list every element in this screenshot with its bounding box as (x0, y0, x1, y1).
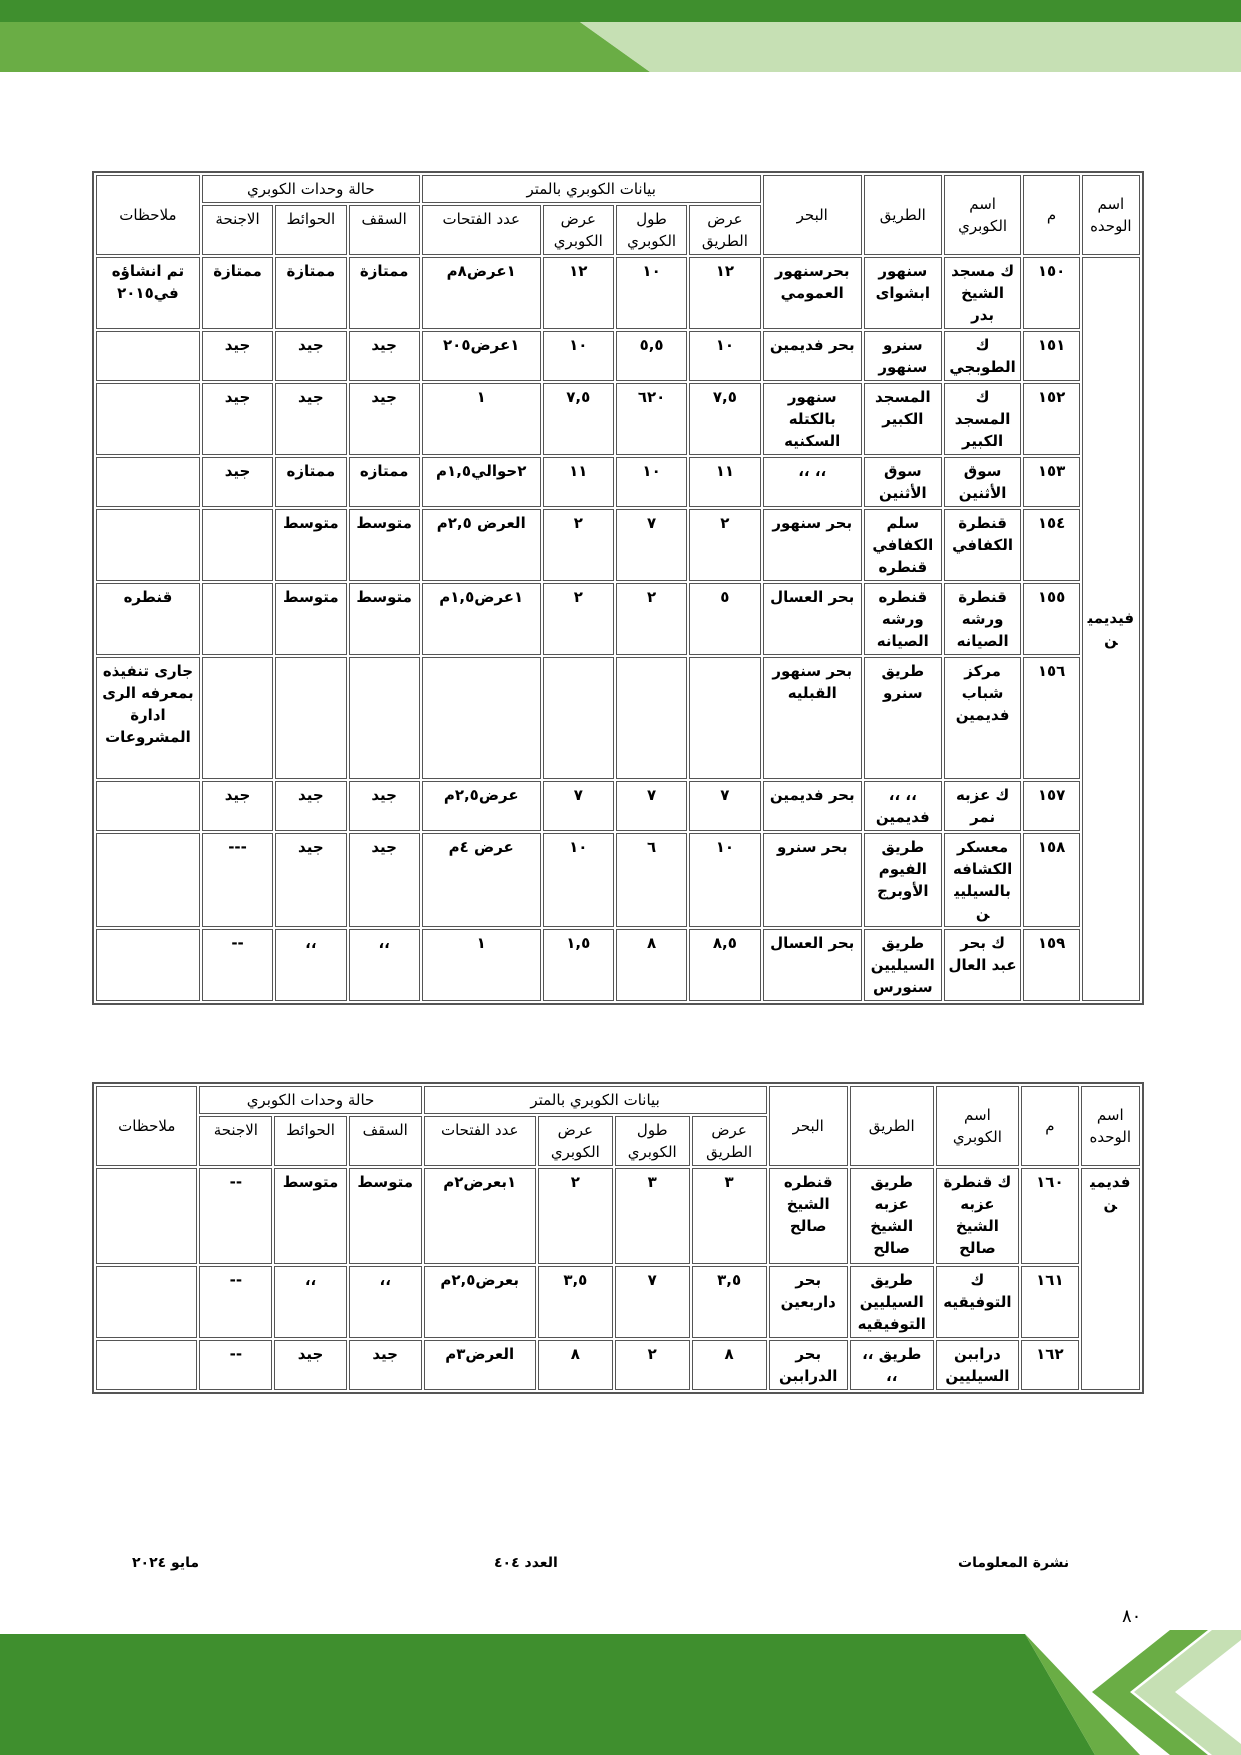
header-road-width: عرض الطريق (692, 1116, 767, 1166)
row-number: ١٥٩ (1023, 929, 1079, 1001)
road: طريق الفيوم الأوبرج (864, 833, 942, 927)
road: سلم الكفافي قنطره (864, 509, 942, 581)
walls-state: ممتازة (275, 257, 346, 329)
header-walls: الحوائط (275, 205, 346, 255)
footer-publication: نشرة المعلومات (958, 1555, 1070, 1571)
header-ceiling: السقف (349, 205, 420, 255)
bridge-name: ك الطوبجي (944, 331, 1022, 381)
row-number: ١٥١ (1023, 331, 1079, 381)
wings-state: ممتازة (202, 257, 273, 329)
road-width: ٥ (689, 583, 760, 655)
bottom-footer-band (0, 1630, 1241, 1755)
table-row (96, 929, 1140, 1001)
road: طريق السيليين التوفيقيه (850, 1266, 934, 1338)
sea: بحر داربعين (769, 1266, 848, 1338)
row-number: ١٥٦ (1023, 657, 1079, 779)
wings-state: جيد (202, 781, 273, 831)
road: طريق سنرو (864, 657, 942, 779)
bridge-width: ٢ (543, 509, 614, 581)
header-bridge-length: طول الكوبري (615, 1116, 690, 1166)
table-row (96, 781, 1140, 831)
bridge-width: ٣,٥ (538, 1266, 613, 1338)
road-width: ٣ (692, 1168, 767, 1264)
road-width: ١١ (689, 457, 760, 507)
walls-state: متوسط (275, 583, 346, 655)
road-width: ٨ (692, 1340, 767, 1390)
table-row (96, 657, 1140, 779)
row-number: ١٦٠ (1021, 1168, 1078, 1264)
bridge-name: دراببن السيليين (936, 1340, 1020, 1390)
unit-name-cell: فيديمين (1082, 257, 1140, 1001)
sea: بحر فديمين (763, 781, 862, 831)
row-number: ١٥٠ (1023, 257, 1079, 329)
road: قنطره ورشه الصيانه (864, 583, 942, 655)
notes (96, 781, 200, 831)
header-number: م (1023, 175, 1079, 255)
notes (96, 457, 200, 507)
ceiling-state: جيد (349, 383, 420, 455)
walls-state: ،، (275, 929, 346, 1001)
header-bridge-length: طول الكوبري (616, 205, 687, 255)
notes (96, 383, 200, 455)
bridge-width: ١٠ (543, 331, 614, 381)
bridge-name: قنطرة ورشه الصيانه (944, 583, 1022, 655)
road: سنرو سنهور (864, 331, 942, 381)
wings-state: جيد (202, 331, 273, 381)
openings: عرض٢,٥م (422, 781, 541, 831)
bridge-width: ١٠ (543, 833, 614, 927)
ceiling-state: جيد (349, 331, 420, 381)
bridge-length: ٢ (616, 583, 687, 655)
bridge-width: ٧,٥ (543, 383, 614, 455)
sea: بحر العسال (763, 583, 862, 655)
footer-date: مايو ٢٠٢٤ (132, 1555, 200, 1571)
header-bridge-data-group: بيانات الكوبري بالمتر (422, 175, 761, 203)
sea: بحر العسال (763, 929, 862, 1001)
ceiling-state: جيد (349, 1340, 422, 1390)
ceiling-state: متوسط (349, 583, 420, 655)
openings: العرض ٢,٥م (422, 509, 541, 581)
footer-issue: العدد ٤٠٤ (494, 1555, 558, 1571)
sea: بحر فديمين (763, 331, 862, 381)
row-number: ١٦٢ (1021, 1340, 1078, 1390)
header-sea: البحر (769, 1086, 848, 1166)
openings: العرض٣م (424, 1340, 536, 1390)
table-row (96, 457, 1140, 507)
wings-state: -- (199, 1266, 272, 1338)
walls-state: ،، (274, 1266, 347, 1338)
table-row (96, 1340, 1140, 1390)
header-notes: ملاحظات (96, 1086, 197, 1166)
walls-state: جيد (275, 331, 346, 381)
road-width: ١٢ (689, 257, 760, 329)
openings: عرض ٤م (422, 833, 541, 927)
ceiling-state: جيد (349, 833, 420, 927)
bridge-name: قنطرة الكفافي (944, 509, 1022, 581)
header-bridge-data-group: بيانات الكوبري بالمتر (424, 1086, 767, 1114)
header-unit-name: اسم الوحده (1082, 175, 1140, 255)
bridge-name: ك قنطرة عزبه الشيخ صالح (936, 1168, 1020, 1264)
openings: ١ (422, 929, 541, 1001)
row-number: ١٥٤ (1023, 509, 1079, 581)
table-row (96, 1168, 1140, 1264)
openings: ١عرض٨م (422, 257, 541, 329)
bridge-width: ١٢ (543, 257, 614, 329)
road: طريق ،، ،، (850, 1340, 934, 1390)
header-bridge-state-group: حالة وحدات الكوبري (199, 1086, 421, 1114)
header-road: الطريق (850, 1086, 934, 1166)
bridge-width: ٧ (543, 781, 614, 831)
bridge-name: معسكر الكشافه بالسيليين (944, 833, 1022, 927)
ceiling-state: ،، (349, 1266, 422, 1338)
bridge-width: ١,٥ (543, 929, 614, 1001)
ceiling-state: متوسط (349, 509, 420, 581)
header-notes: ملاحظات (96, 175, 200, 255)
table-row (96, 331, 1140, 381)
sea: قنطره الشيخ صالح (769, 1168, 848, 1264)
walls-state: جيد (275, 781, 346, 831)
header-bridge-name: اسم الكوبري (936, 1086, 1020, 1166)
road: سوق الأثنين (864, 457, 942, 507)
wings-state: -- (202, 929, 273, 1001)
bridge-name: ك التوفيقيه (936, 1266, 1020, 1338)
notes (96, 1168, 197, 1264)
openings: بعرض٢,٥م (424, 1266, 536, 1338)
ceiling-state: ،، (349, 929, 420, 1001)
bridge-width: ٢ (538, 1168, 613, 1264)
road-width: ٧ (689, 781, 760, 831)
bridges-table-2 (92, 1082, 1144, 1394)
wings-state: -- (199, 1168, 272, 1264)
header-bridge-width: عرض الكوبري (543, 205, 614, 255)
bridge-length: ٧ (616, 781, 687, 831)
openings: ١بعرض٢م (424, 1168, 536, 1264)
header-road: الطريق (864, 175, 942, 255)
openings (422, 657, 541, 779)
ceiling-state (349, 657, 420, 779)
road-width: ٧,٥ (689, 383, 760, 455)
notes (96, 833, 200, 927)
bridge-length: ٢ (615, 1340, 690, 1390)
wings-state: --- (202, 833, 273, 927)
notes: تم انشاؤه في٢٠١٥ (96, 257, 200, 329)
ceiling-state: متوسط (349, 1168, 422, 1264)
openings: ٢حوالي١,٥م (422, 457, 541, 507)
bridge-name: ك عزبه نمر (944, 781, 1022, 831)
unit-name-cell: فديمين (1081, 1168, 1140, 1390)
bridge-name: ك بحر عبد العال (944, 929, 1022, 1001)
road: طريق السيليين سنورس (864, 929, 942, 1001)
header-unit-name: اسم الوحده (1081, 1086, 1140, 1166)
notes (96, 331, 200, 381)
header-sea: البحر (763, 175, 862, 255)
road-width: ١٠ (689, 833, 760, 927)
bridge-length: ٧ (615, 1266, 690, 1338)
walls-state: ممتازه (275, 457, 346, 507)
row-number: ١٥٨ (1023, 833, 1079, 927)
header-number: م (1021, 1086, 1078, 1166)
header-walls: الحوائط (274, 1116, 347, 1166)
header-road-width: عرض الطريق (689, 205, 760, 255)
bridge-name: ك مسجد الشيخ بدر (944, 257, 1022, 329)
header-wings: الاجنحة (199, 1116, 272, 1166)
wings-state (202, 509, 273, 581)
header-bridge-name: اسم الكوبري (944, 175, 1022, 255)
walls-state (275, 657, 346, 779)
table-row (96, 509, 1140, 581)
walls-state: جيد (275, 833, 346, 927)
notes (96, 929, 200, 1001)
row-number: ١٥٢ (1023, 383, 1079, 455)
sea: بحر الدراببن (769, 1340, 848, 1390)
walls-state: جيد (275, 383, 346, 455)
road: سنهور ابشواى (864, 257, 942, 329)
header-openings: عدد الفتحات (424, 1116, 536, 1166)
road: طريق عزبه الشيخ صالح (850, 1168, 934, 1264)
bridge-length: ٧ (616, 509, 687, 581)
table-row (96, 383, 1140, 455)
wings-state: جيد (202, 457, 273, 507)
wings-state: جيد (202, 383, 273, 455)
openings: ١عرض١,٥م (422, 583, 541, 655)
bridge-name: مركز شباب فديمين (944, 657, 1022, 779)
walls-state: متوسط (275, 509, 346, 581)
row-number: ١٦١ (1021, 1266, 1078, 1338)
header-wings: الاجنحة (202, 205, 273, 255)
road: المسجد الكبير (864, 383, 942, 455)
bridge-length (616, 657, 687, 779)
sea: بحر سنرو (763, 833, 862, 927)
ceiling-state: ممتازه (349, 457, 420, 507)
road: ،، ،، فديمين (864, 781, 942, 831)
bridge-length: ٥,٥ (616, 331, 687, 381)
ceiling-state: جيد (349, 781, 420, 831)
bridges-table-1 (92, 171, 1144, 1005)
row-number: ١٥٧ (1023, 781, 1079, 831)
row-number: ١٥٣ (1023, 457, 1079, 507)
wings-state: -- (199, 1340, 272, 1390)
header-bridge-width: عرض الكوبري (538, 1116, 613, 1166)
header-bridge-state-group: حالة وحدات الكوبري (202, 175, 420, 203)
notes: قنطره (96, 583, 200, 655)
sea: سنهور بالكتله السكنيه (763, 383, 862, 455)
bridge-length: ١٠ (616, 457, 687, 507)
walls-state: متوسط (274, 1168, 347, 1264)
sea: بحر سنهور (763, 509, 862, 581)
bridge-length: ٦ (616, 833, 687, 927)
openings: ١ (422, 383, 541, 455)
bridge-name: سوق الأثنين (944, 457, 1022, 507)
notes (96, 1340, 197, 1390)
bridge-width: ٨ (538, 1340, 613, 1390)
road-width: ٨,٥ (689, 929, 760, 1001)
header-openings: عدد الفتحات (422, 205, 541, 255)
row-number: ١٥٥ (1023, 583, 1079, 655)
road-width: ١٠ (689, 331, 760, 381)
walls-state: جيد (274, 1340, 347, 1390)
page-number: ٨٠ (1122, 1606, 1142, 1627)
notes (96, 1266, 197, 1338)
sea: ،، ،، (763, 457, 862, 507)
bridge-length: ٦٢٠ (616, 383, 687, 455)
bridge-width: ١١ (543, 457, 614, 507)
bridge-length: ٣ (615, 1168, 690, 1264)
bridge-length: ١٠ (616, 257, 687, 329)
header-ceiling: السقف (349, 1116, 422, 1166)
table-row (96, 583, 1140, 655)
table-row (96, 833, 1140, 927)
road-width: ٣,٥ (692, 1266, 767, 1338)
ceiling-state: ممتازة (349, 257, 420, 329)
wings-state (202, 657, 273, 779)
bridge-width: ٢ (543, 583, 614, 655)
road-width (689, 657, 760, 779)
sea: بحرسنهور العمومي (763, 257, 862, 329)
notes (96, 509, 200, 581)
bridge-name: ك المسجد الكبير (944, 383, 1022, 455)
table-row (96, 1266, 1140, 1338)
top-header-band (0, 0, 1241, 72)
wings-state (202, 583, 273, 655)
notes: جارى تنفيذه بمعرفه الرى ادارة المشروعات (96, 657, 200, 779)
openings: ١عرض٢٠٥ (422, 331, 541, 381)
road-width: ٢ (689, 509, 760, 581)
table-row (96, 257, 1140, 329)
bridge-width (543, 657, 614, 779)
sea: بحر سنهور القبليه (763, 657, 862, 779)
bridge-length: ٨ (616, 929, 687, 1001)
